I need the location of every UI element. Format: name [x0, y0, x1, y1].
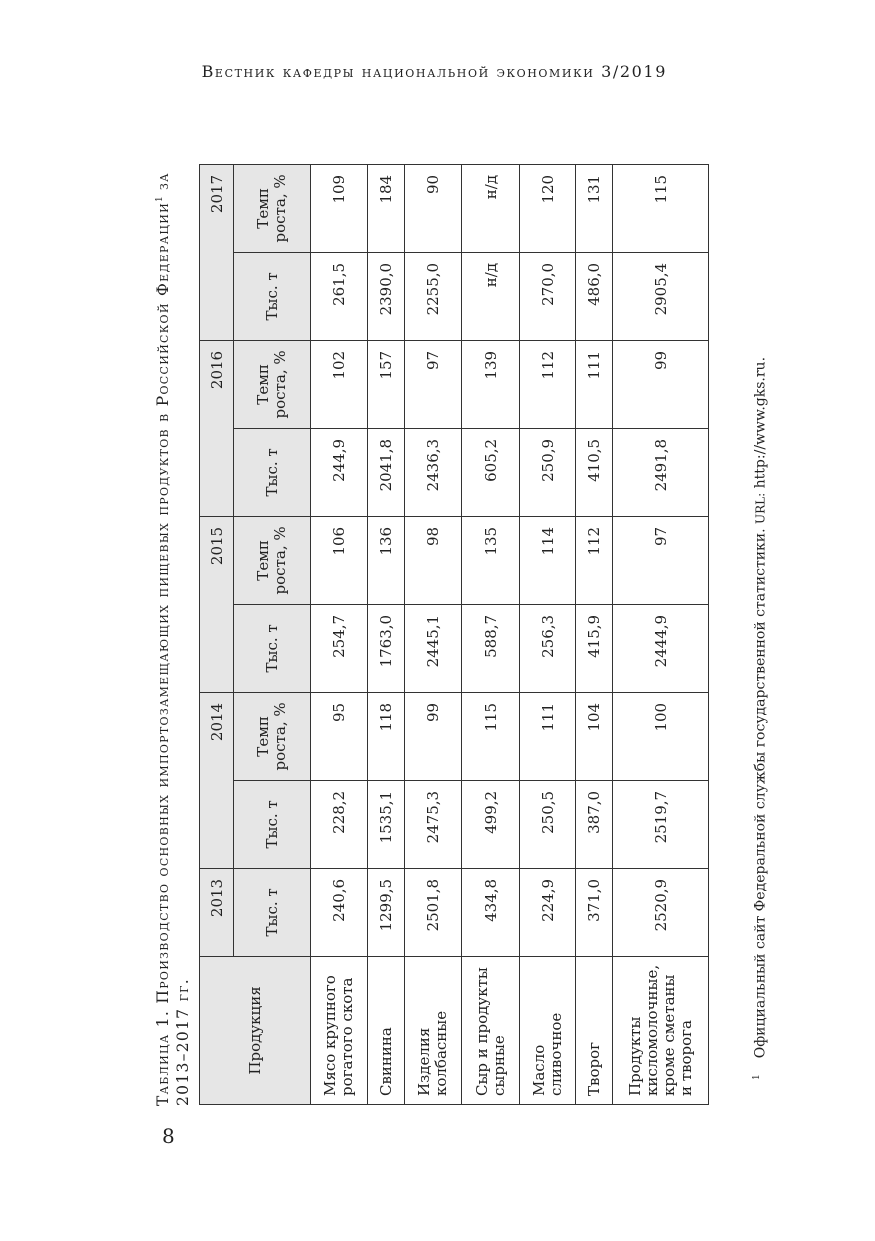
- value-cell: 410,5: [576, 428, 613, 516]
- rate-cell: 118: [368, 692, 405, 780]
- value-cell: 605,2: [462, 428, 520, 516]
- table-row: [368, 164, 405, 1104]
- rate-cell: 135: [462, 516, 520, 604]
- value-cell: 240,6: [311, 868, 368, 956]
- year-2015: 2015: [200, 516, 234, 692]
- value-cell: 2501,8: [405, 868, 462, 956]
- year-2016: 2016: [200, 340, 234, 516]
- value-cell: 486,0: [576, 252, 613, 340]
- value-cell: 2475,3: [405, 780, 462, 868]
- rate-cell: 115: [462, 692, 520, 780]
- sub-tys: Тыс. т: [234, 604, 311, 692]
- rate-cell: 102: [311, 340, 368, 428]
- value-cell: 228,2: [311, 780, 368, 868]
- product-name: Продукты кисломолочные, кроме сметаны и творога: [613, 956, 709, 1104]
- rate-cell: 111: [576, 340, 613, 428]
- sub-tys: Тыс. т: [234, 868, 311, 956]
- table-row: [576, 164, 613, 1104]
- rate-cell: 100: [613, 692, 709, 780]
- value-cell: 588,7: [462, 604, 520, 692]
- table-row: [462, 164, 520, 1104]
- sub-tys: Тыс. т: [234, 428, 311, 516]
- rate-cell: 109: [311, 164, 368, 252]
- product-name: Свинина: [368, 956, 405, 1104]
- footnote-url-label: URL:: [753, 492, 768, 524]
- rate-cell: 136: [368, 516, 405, 604]
- sub-tys: Тыс. т: [234, 252, 311, 340]
- value-cell: 250,9: [520, 428, 576, 516]
- rate-cell: н/д: [462, 164, 520, 252]
- table-row: [311, 164, 368, 1104]
- rate-cell: 114: [520, 516, 576, 604]
- value-cell: 250,5: [520, 780, 576, 868]
- rate-cell: 131: [576, 164, 613, 252]
- rate-cell: 97: [613, 516, 709, 604]
- value-cell: 224,9: [520, 868, 576, 956]
- rate-cell: 115: [613, 164, 709, 252]
- value-cell: 434,8: [462, 868, 520, 956]
- value-cell: 2905,4: [613, 252, 709, 340]
- table-row: [520, 164, 576, 1104]
- value-cell: н/д: [462, 252, 520, 340]
- value-cell: 387,0: [576, 780, 613, 868]
- value-cell: 1299,5: [368, 868, 405, 956]
- value-cell: 371,0: [576, 868, 613, 956]
- value-cell: 254,7: [311, 604, 368, 692]
- caption-footnote-mark: 1: [155, 196, 165, 202]
- rate-cell: 112: [576, 516, 613, 604]
- product-header: Продукция: [200, 956, 311, 1104]
- rate-cell: 99: [613, 340, 709, 428]
- rate-cell: 120: [520, 164, 576, 252]
- footnote-text: Официальный сайт Федеральной службы государственной статистики.: [752, 528, 769, 1059]
- footnote-url-link[interactable]: http://www.gks.ru.: [752, 356, 769, 489]
- journal-header: Вестник кафедры национальной экономики 3/2019: [201, 62, 667, 81]
- rate-cell: 106: [311, 516, 368, 604]
- rate-cell: 99: [405, 692, 462, 780]
- value-cell: 2520,9: [613, 868, 709, 956]
- rate-cell: 95: [311, 692, 368, 780]
- rate-cell: 98: [405, 516, 462, 604]
- value-cell: 2255,0: [405, 252, 462, 340]
- year-2014: 2014: [200, 692, 234, 868]
- product-name: Мясо крупного рогатого скота: [311, 956, 368, 1104]
- value-cell: 499,2: [462, 780, 520, 868]
- value-cell: 261,5: [311, 252, 368, 340]
- footnote: [752, 356, 769, 1080]
- table-row: [613, 164, 709, 1104]
- year-2013: 2013: [200, 868, 234, 956]
- value-cell: 1763,0: [368, 604, 405, 692]
- year-2017: 2017: [200, 164, 234, 340]
- value-cell: 2436,3: [405, 428, 462, 516]
- value-cell: 2445,1: [405, 604, 462, 692]
- value-cell: 415,9: [576, 604, 613, 692]
- value-cell: 2041,8: [368, 428, 405, 516]
- rate-cell: 184: [368, 164, 405, 252]
- rate-cell: 111: [520, 692, 576, 780]
- product-name: Сыр и продукты сырные: [462, 956, 520, 1104]
- rate-cell: 97: [405, 340, 462, 428]
- sub-tys: Тыс. т: [234, 780, 311, 868]
- rate-cell: 112: [520, 340, 576, 428]
- footnote-mark: 1: [752, 1074, 762, 1080]
- sub-temp: Темп роста, %: [234, 164, 311, 252]
- rate-cell: 104: [576, 692, 613, 780]
- value-cell: 2491,8: [613, 428, 709, 516]
- sub-temp: Темп роста, %: [234, 692, 311, 780]
- table-row: [405, 164, 462, 1104]
- sub-temp: Темп роста, %: [234, 516, 311, 604]
- year-header-row: [200, 164, 234, 1104]
- caption-years: за 2013–2017 гг.: [154, 172, 193, 1106]
- rate-cell: 139: [462, 340, 520, 428]
- rotated-table-block: [150, 120, 750, 1110]
- value-cell: 256,3: [520, 604, 576, 692]
- product-name: Изделия колбасные: [405, 956, 462, 1104]
- product-name: Творог: [576, 956, 613, 1104]
- value-cell: 2390,0: [368, 252, 405, 340]
- value-cell: 244,9: [311, 428, 368, 516]
- caption-text: Таблица 1. Производство основных импортозамещающих пищевых продуктов в Российской Федерации: [154, 201, 173, 1106]
- sub-temp: Темп роста, %: [234, 340, 311, 428]
- value-cell: 1535,1: [368, 780, 405, 868]
- rate-cell: 157: [368, 340, 405, 428]
- production-table: [199, 164, 709, 1105]
- value-cell: 270,0: [520, 252, 576, 340]
- table-caption: [150, 120, 193, 1106]
- value-cell: 2444,9: [613, 604, 709, 692]
- product-name: Масло сливочное: [520, 956, 576, 1104]
- rate-cell: 90: [405, 164, 462, 252]
- page-number: 8: [162, 1124, 175, 1148]
- value-cell: 2519,7: [613, 780, 709, 868]
